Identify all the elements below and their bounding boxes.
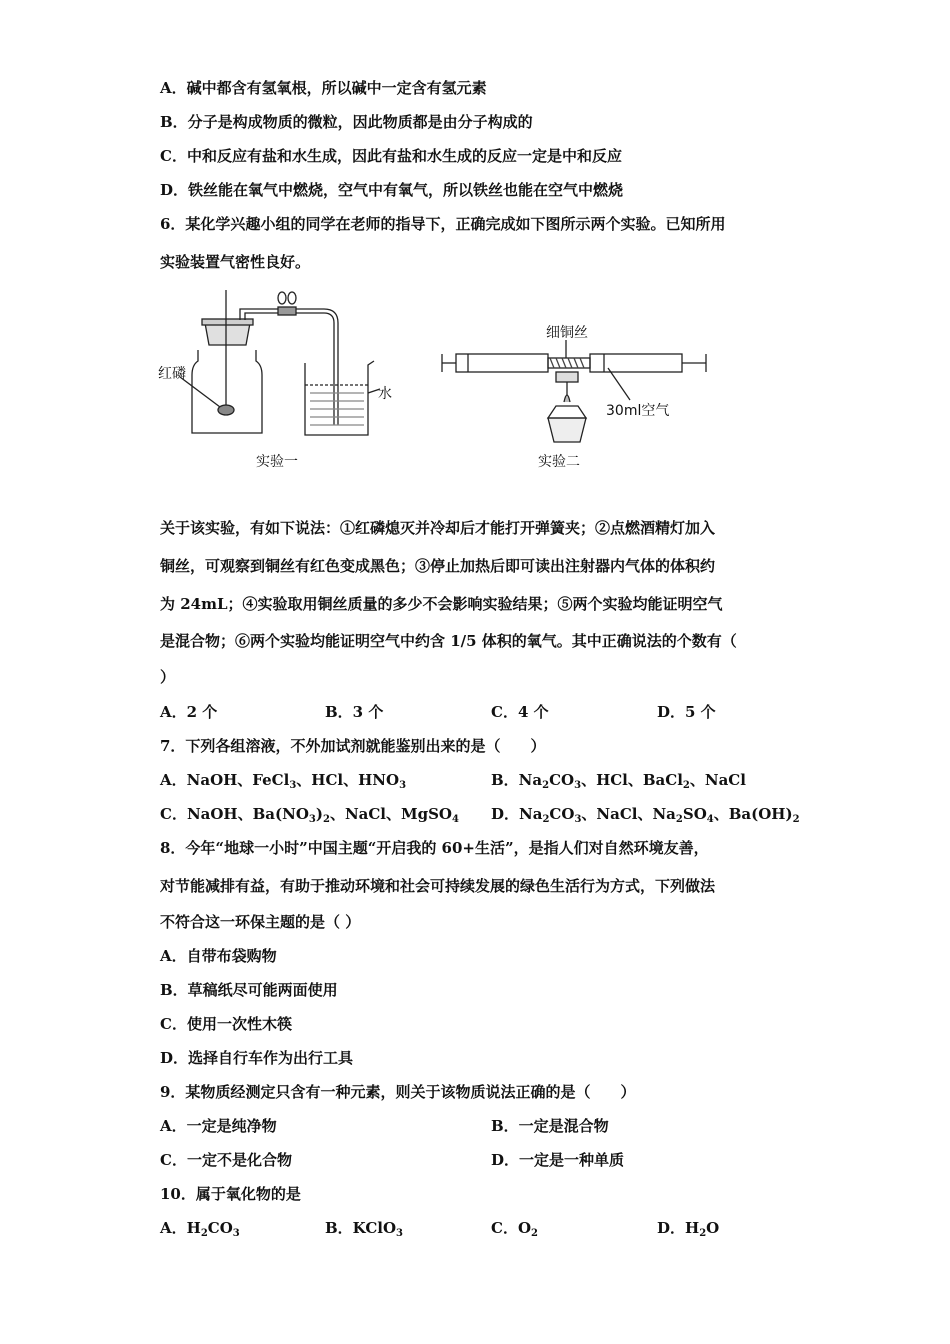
water-label: 水	[378, 386, 392, 402]
q8-option-b: B．草稿纸尽可能两面使用	[160, 981, 338, 999]
q8-stem-line-2: 对节能减排有益，有助于推动环境和社会可持续发展的绿色生活行为方式，下列做法	[160, 877, 716, 895]
experiment-one-figure	[150, 285, 430, 475]
q9-option-d: D．一定是一种单质	[491, 1151, 625, 1169]
experiment-one-caption: 实验一	[256, 454, 298, 470]
q6-stem-line-2: 实验装置气密性良好。	[160, 253, 311, 271]
q8-option-a: A．自带布袋购物	[160, 947, 277, 965]
q9-option-c: C．一定不是化合物	[160, 1151, 292, 1169]
q9-option-b: B．一定是混合物	[491, 1117, 609, 1135]
experiment-one-diagram	[150, 285, 430, 475]
experiment-two-caption: 实验二	[538, 454, 580, 470]
q7-stem: 7．下列各组溶液，不外加试剂就能鉴别出来的是（ ）	[160, 737, 546, 755]
q9-stem: 9．某物质经测定只含有一种元素，则关于该物质说法正确的是（ ）	[160, 1083, 636, 1101]
q8-stem-line-3: 不符合这一环保主题的是（ ）	[160, 913, 361, 931]
q6-body-line-4: 是混合物；⑥两个实验均能证明空气中约含 1/5 体积的氧气。其中正确说法的个数有（	[160, 632, 737, 650]
q7-option-b: B．$Na_2CO_3$、HCl、BaCl$_2$、NaCl	[491, 771, 746, 791]
q8-option-c: C．使用一次性木筷	[160, 1015, 292, 1033]
air-volume-label: 30ml空气	[606, 403, 670, 419]
q6-body-line-5: ）	[160, 668, 176, 686]
q6-option-b: B．3 个	[325, 703, 384, 721]
q8-stem-line-1: 8．今年“地球一小时”中国主题“开启我的 60+生活”，是指人们对自然环境友善，	[160, 839, 709, 857]
q6-body-line-1: 关于该实验，有如下说法：①红磷熄灭并冷却后才能打开弹簧夹；②点燃酒精灯加入	[160, 519, 716, 537]
q6-body-line-3: 为 24mL；④实验取用铜丝质量的多少不会影响实验结果；⑤两个实验均能证明空气	[160, 595, 723, 613]
q6-option-a: A．2 个	[160, 703, 218, 721]
q10-option-d: D．$H_2O$	[657, 1219, 720, 1239]
q6-option-d: D．5 个	[657, 703, 716, 721]
q7-option-c: C．NaOH、$Ba(NO_3)_2$、NaCl、MgSO$_4$	[160, 805, 459, 825]
q7-option-d: D．$Na_2CO_3$、NaCl、$Na_2SO_4$、$Ba(OH)_2$	[491, 805, 800, 825]
q6-body-line-2: 铜丝，可观察到铜丝有红色变成黑色；③停止加热后即可读出注射器内气体的体积约	[160, 557, 716, 575]
q9-option-a: A．一定是纯净物	[160, 1117, 277, 1135]
q6-option-c: C．4 个	[491, 703, 549, 721]
q5-option-a: A．碱中都含有氢氧根，所以碱中一定含有氢元素	[160, 79, 487, 97]
q10-option-c: C．$O_2$	[491, 1219, 538, 1239]
copper-wire-label: 细铜丝	[546, 325, 588, 341]
red-phosphorus-label: 红磷	[158, 366, 186, 382]
q10-option-b: B．KClO$_3$	[325, 1219, 403, 1239]
q5-option-d: D．铁丝能在氧气中燃烧，空气中有氧气，所以铁丝也能在空气中燃烧	[160, 181, 624, 199]
q8-option-d: D．选择自行车作为出行工具	[160, 1049, 354, 1067]
q5-option-c: C．中和反应有盐和水生成，因此有盐和水生成的反应一定是中和反应	[160, 147, 622, 165]
q10-stem: 10．属于氧化物的是	[160, 1185, 301, 1203]
q5-option-b: B．分子是构成物质的微粒，因此物质都是由分子构成的	[160, 113, 533, 131]
q10-option-a: A．$H_2CO_3$	[160, 1219, 240, 1239]
q6-stem-line-1: 6．某化学兴趣小组的同学在老师的指导下，正确完成如下图所示两个实验。已知所用	[160, 215, 726, 233]
experiment-two-figure	[438, 318, 718, 478]
q7-option-a: A．NaOH、FeCl$_3$、HCl、$HNO_3$	[160, 771, 407, 791]
